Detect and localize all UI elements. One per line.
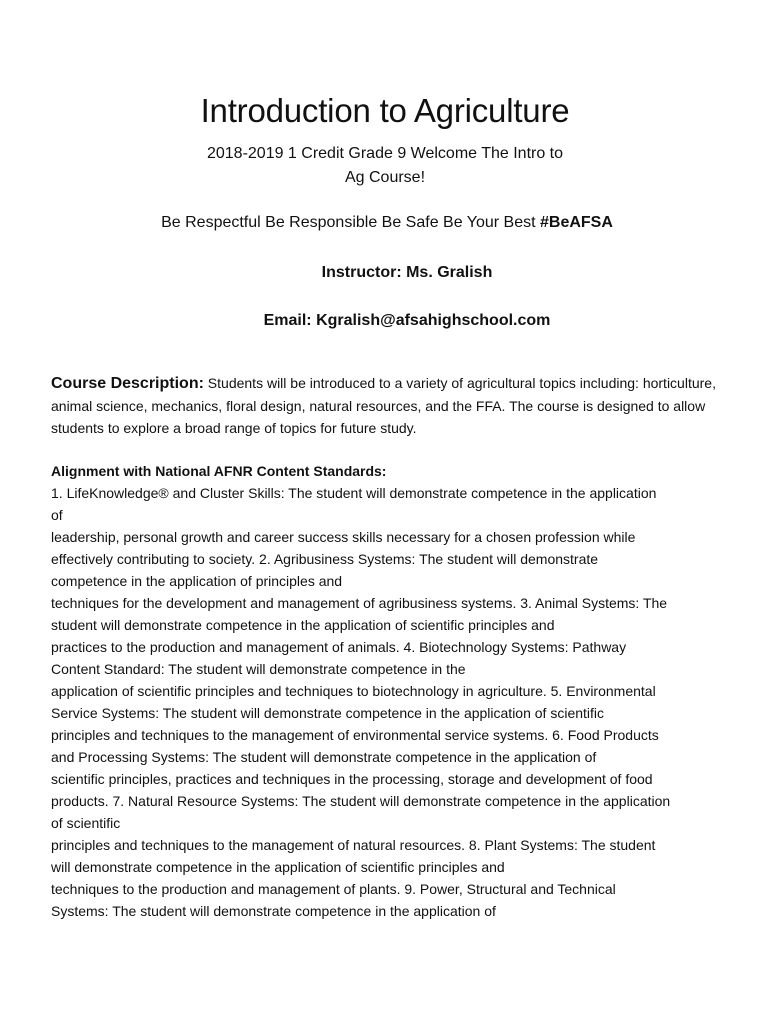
course-description-label: Course Description:: [51, 375, 204, 392]
alignment-line: student will demonstrate competence in the application of scientific principles and: [51, 617, 555, 633]
alignment-section: [51, 460, 727, 922]
alignment-heading: Alignment with National AFNR Content Standards:: [51, 463, 387, 479]
motto: [0, 214, 770, 232]
alignment-line: scientific principles, practices and techniques in the processing, storage and development of food: [51, 771, 653, 787]
alignment-line: leadership, personal growth and career success skills necessary for a chosen profession while: [51, 529, 636, 545]
alignment-line: effectively contributing to society. 2. Agribusiness Systems: The student will demonstrate: [51, 551, 599, 567]
instructor-email: Email: Kgralish@afsahighschool.com: [263, 312, 551, 329]
course-description-text: Students will be introduced to a variety of agricultural topics including: horticulture, animal science, mechanics, floral design, natural resources, and the FFA. The course is designed to allow students to explore a broad range of topics for future study.: [51, 375, 716, 436]
alignment-line: Systems: The student will demonstrate competence in the application of: [51, 903, 496, 919]
alignment-line: Service Systems: The student will demonstrate competence in the application of scientific: [51, 705, 605, 721]
subtitle-line-2: Ag Course!: [344, 169, 426, 186]
alignment-line: and Processing Systems: The student will demonstrate competence in the application of: [51, 749, 597, 765]
course-description: [51, 372, 723, 439]
subtitle-line-1: 2018-2019 1 Credit Grade 9 Welcome The Intro to: [206, 145, 564, 162]
alignment-line: practices to the production and management of animals. 4. Biotechnology Systems: Pathway: [51, 639, 627, 655]
course-subtitle: [185, 142, 585, 190]
alignment-line: products. 7. Natural Resource Systems: The student will demonstrate competence in the application: [51, 793, 671, 809]
document-title: Introduction to Agriculture: [200, 92, 570, 129]
motto-hashtag: #BeAFSA: [540, 214, 613, 231]
alignment-line: principles and techniques to the management of environmental service systems. 6. Food Products: [51, 727, 659, 743]
alignment-line: of scientific: [51, 815, 121, 831]
alignment-line: application of scientific principles and techniques to biotechnology in agriculture. 5. Environmental: [51, 683, 656, 699]
alignment-line: of: [51, 507, 63, 523]
alignment-line: principles and techniques to the management of natural resources. 8. Plant Systems: The student: [51, 837, 656, 853]
alignment-line: techniques to the production and management of plants. 9. Power, Structural and Technical: [51, 881, 616, 897]
alignment-line: competence in the application of principles and: [51, 573, 343, 589]
alignment-line: will demonstrate competence in the application of scientific principles and: [51, 859, 505, 875]
alignment-line: techniques for the development and management of agribusiness systems. 3. Animal Systems: The: [51, 595, 668, 611]
motto-text: Be Respectful Be Responsible Be Safe Be Your Best: [161, 214, 540, 231]
instructor: Instructor: Ms. Gralish: [321, 264, 493, 281]
alignment-line: Content Standard: The student will demonstrate competence in the: [51, 661, 466, 677]
alignment-line: 1. LifeKnowledge® and Cluster Skills: The student will demonstrate competence in the application: [51, 485, 657, 501]
